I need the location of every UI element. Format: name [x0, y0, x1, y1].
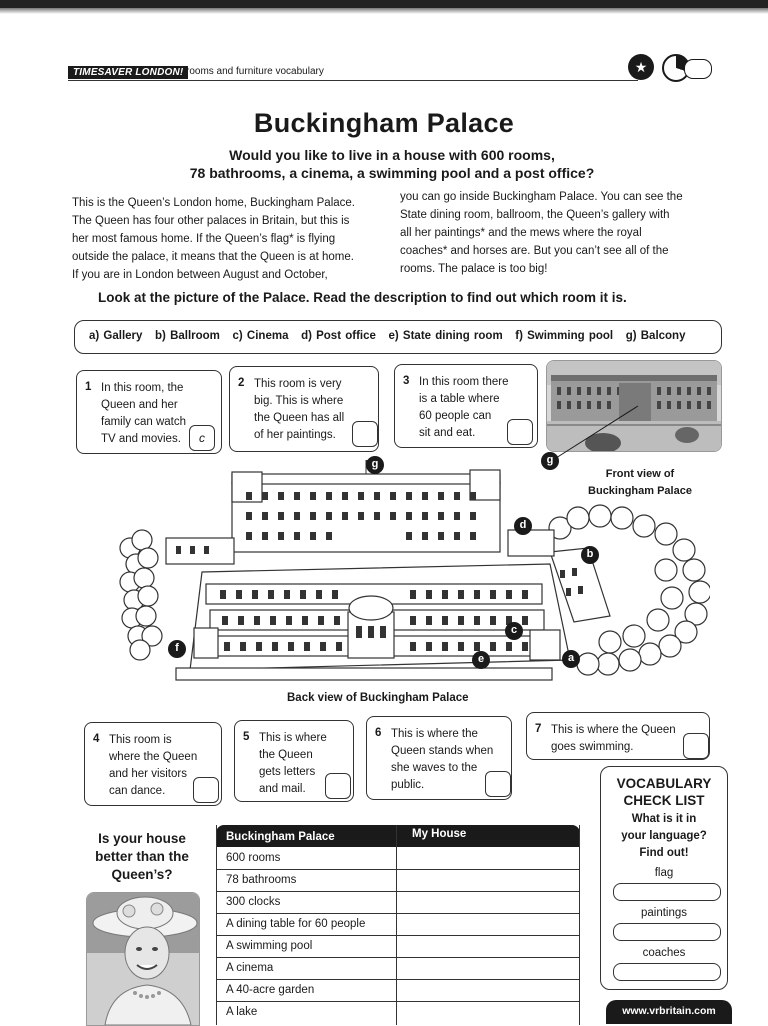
- vocab-question-line: What is it in: [631, 813, 697, 825]
- question-text: [101, 380, 186, 448]
- comparison-line: better than the: [95, 849, 189, 864]
- answer-box-5[interactable]: [325, 773, 351, 799]
- vocab-question: [601, 811, 727, 862]
- question-line: she waves to the: [391, 762, 478, 774]
- intro-line: If you are in London between August and October,: [72, 269, 328, 281]
- question-card-6: [366, 716, 512, 800]
- vocab-title-line: CHECK LIST: [623, 793, 705, 808]
- answer-box-1[interactable]: c: [189, 425, 215, 451]
- question-card-2: [229, 366, 379, 452]
- header-rule: [68, 80, 638, 81]
- intro-line: outside the palace, it means that the Queen is at home.: [72, 251, 354, 263]
- question-number: 3: [403, 375, 410, 387]
- marker-g-front: g: [541, 452, 559, 470]
- question-number: 7: [535, 723, 542, 735]
- column-divider: [396, 825, 397, 1025]
- marker-e: e: [472, 651, 490, 669]
- options-box: [74, 320, 722, 354]
- marker-d: d: [514, 517, 532, 535]
- comparison-question: [82, 830, 202, 884]
- caption-line: Buckingham Palace: [588, 485, 692, 497]
- answer-box-2[interactable]: [352, 421, 378, 447]
- scan-shadow: [0, 8, 768, 14]
- question-card-4: [84, 722, 222, 806]
- marker-f: f: [168, 640, 186, 658]
- question-line: This room is very: [254, 378, 342, 390]
- vocab-field-paintings[interactable]: [613, 923, 721, 941]
- table-border: [216, 825, 580, 1025]
- column-header: My House: [412, 828, 467, 840]
- option-item: g) Balcony: [625, 330, 686, 342]
- intro-line: rooms. The palace is too big!: [400, 263, 548, 275]
- vocab-word: coaches: [642, 947, 686, 959]
- vocab-field-coaches[interactable]: [613, 963, 721, 981]
- table-cell: A swimming pool: [226, 940, 313, 952]
- instruction: Look at the picture of the Palace. Read the description to find out which room it is.: [98, 290, 627, 305]
- table-cell: 300 clocks: [226, 896, 281, 908]
- table-cell: A cinema: [226, 962, 274, 974]
- answer-box-6[interactable]: [485, 771, 511, 797]
- question-line: where the Queen: [109, 751, 198, 763]
- question-line: and her visitors: [109, 768, 187, 780]
- balcony-pointer: [548, 400, 648, 460]
- subtitle-line: 78 bathrooms, a cinema, a swimming pool and a post office?: [189, 165, 595, 181]
- vocab-field-flag[interactable]: [613, 883, 721, 901]
- column-header: Buckingham Palace: [226, 831, 335, 843]
- question-line: and mail.: [259, 783, 306, 795]
- question-line: Queen and her: [101, 399, 178, 411]
- options-list: [89, 330, 685, 342]
- question-line: family can watch: [101, 416, 187, 428]
- caption-line: Front view of: [605, 468, 675, 480]
- question-line: 60 people can: [419, 410, 492, 422]
- question-line: big. This is where: [254, 395, 344, 407]
- page-subtitle: [0, 146, 768, 182]
- question-number: 2: [238, 377, 245, 389]
- question-number: 5: [243, 731, 250, 743]
- intro-column-2: [400, 188, 683, 278]
- question-card-7: [526, 712, 710, 760]
- question-card-5: [234, 720, 354, 802]
- subtitle-line: Would you like to live in a house with 600 rooms,: [229, 147, 555, 163]
- intro-line: The Queen has four other palaces in Britain, but this is: [72, 215, 350, 227]
- table-cell: A 40-acre garden: [226, 984, 315, 996]
- question-line: the Queen has all: [254, 412, 345, 424]
- option-item: f) Swimming pool: [515, 330, 614, 342]
- option-item: b) Ballroom: [155, 330, 220, 342]
- question-line: This room is: [109, 734, 172, 746]
- intro-column-1: [72, 194, 355, 284]
- option-item: d) Post office: [301, 330, 376, 342]
- page-header: [68, 59, 708, 80]
- answer-box-4[interactable]: [193, 777, 219, 803]
- question-text: [551, 722, 676, 756]
- question-line: This is where the: [391, 728, 478, 740]
- vocab-title: [601, 775, 727, 809]
- question-text: [254, 376, 344, 444]
- vocab-word: paintings: [640, 907, 688, 919]
- question-text: [419, 374, 508, 442]
- question-line: can dance.: [109, 785, 166, 797]
- question-line: is a table where: [419, 393, 500, 405]
- marker-g: g: [366, 456, 384, 474]
- question-line: goes swimming.: [551, 741, 634, 753]
- queen-photo: [86, 892, 200, 1026]
- question-card-1: [76, 370, 222, 454]
- question-text: [259, 730, 327, 798]
- answer-box-7[interactable]: [683, 733, 709, 759]
- table-cell: 600 rooms: [226, 852, 281, 864]
- back-view-caption: Back view of Buckingham Palace: [287, 692, 469, 704]
- scan-edge: [0, 0, 768, 8]
- intro-line: all her paintings* and the mews where the royal: [400, 227, 642, 239]
- marker-c: c: [505, 622, 523, 640]
- question-line: In this room, the: [101, 382, 184, 394]
- question-line: the Queen: [259, 749, 313, 761]
- question-line: sit and eat.: [419, 427, 476, 439]
- question-text: [109, 732, 197, 800]
- question-card-3: [394, 364, 538, 448]
- star-icon: ★: [628, 54, 654, 80]
- vocab-question-line: Find out!: [639, 847, 689, 859]
- page-title: Buckingham Palace: [253, 108, 515, 138]
- question-number: 4: [93, 733, 100, 745]
- option-item: c) Cinema: [232, 330, 289, 342]
- palace-back-illustration: [110, 460, 710, 692]
- question-line: TV and movies.: [101, 433, 181, 445]
- vocabulary-checklist: [600, 766, 728, 990]
- comparison-line: Is your house: [98, 831, 186, 846]
- question-number: 6: [375, 727, 382, 739]
- table-cell: 78 bathrooms: [226, 874, 297, 886]
- question-line: Queen stands when: [391, 745, 494, 757]
- question-line: public.: [391, 779, 425, 791]
- answer-box-3[interactable]: [507, 419, 533, 445]
- question-line: of her paintings.: [254, 429, 336, 441]
- question-line: This is where the Queen: [551, 724, 676, 736]
- vocab-title-line: VOCABULARY: [616, 776, 712, 791]
- topic-label: rooms and furniture vocabulary: [186, 66, 324, 77]
- marker-a: a: [562, 650, 580, 668]
- intro-line: This is the Queen’s London home, Buckingham Palace.: [72, 197, 355, 209]
- comparison-line: Queen’s?: [111, 867, 173, 882]
- question-line: gets letters: [259, 766, 316, 778]
- vocab-question-line: your language?: [621, 830, 707, 842]
- marker-b: b: [581, 546, 599, 564]
- queen-portrait-image: [87, 893, 199, 1025]
- question-number: 1: [85, 381, 92, 393]
- question-text: [391, 726, 493, 794]
- vocab-word: flag: [654, 867, 674, 879]
- series-tag: TIMESAVER LONDON!: [68, 66, 188, 79]
- intro-line: her most famous home. If the Queen’s flag* is flying: [72, 233, 336, 245]
- table-cell: A dining table for 60 people: [226, 918, 366, 930]
- intro-line: coaches* and horses are. But you can’t see all of the: [400, 245, 669, 257]
- question-line: In this room there: [419, 376, 509, 388]
- option-item: a) Gallery: [89, 330, 143, 342]
- table-cell: A lake: [226, 1006, 258, 1018]
- footer-url[interactable]: www.vrbritain.com: [606, 1000, 732, 1024]
- option-item: e) State dining room: [388, 330, 503, 342]
- pill-icon: [684, 59, 712, 79]
- intro-line: you can go inside Buckingham Palace. You can see the: [400, 191, 683, 203]
- question-line: This is where: [259, 732, 327, 744]
- intro-line: State dining room, ballroom, the Queen’s gallery with: [400, 209, 670, 221]
